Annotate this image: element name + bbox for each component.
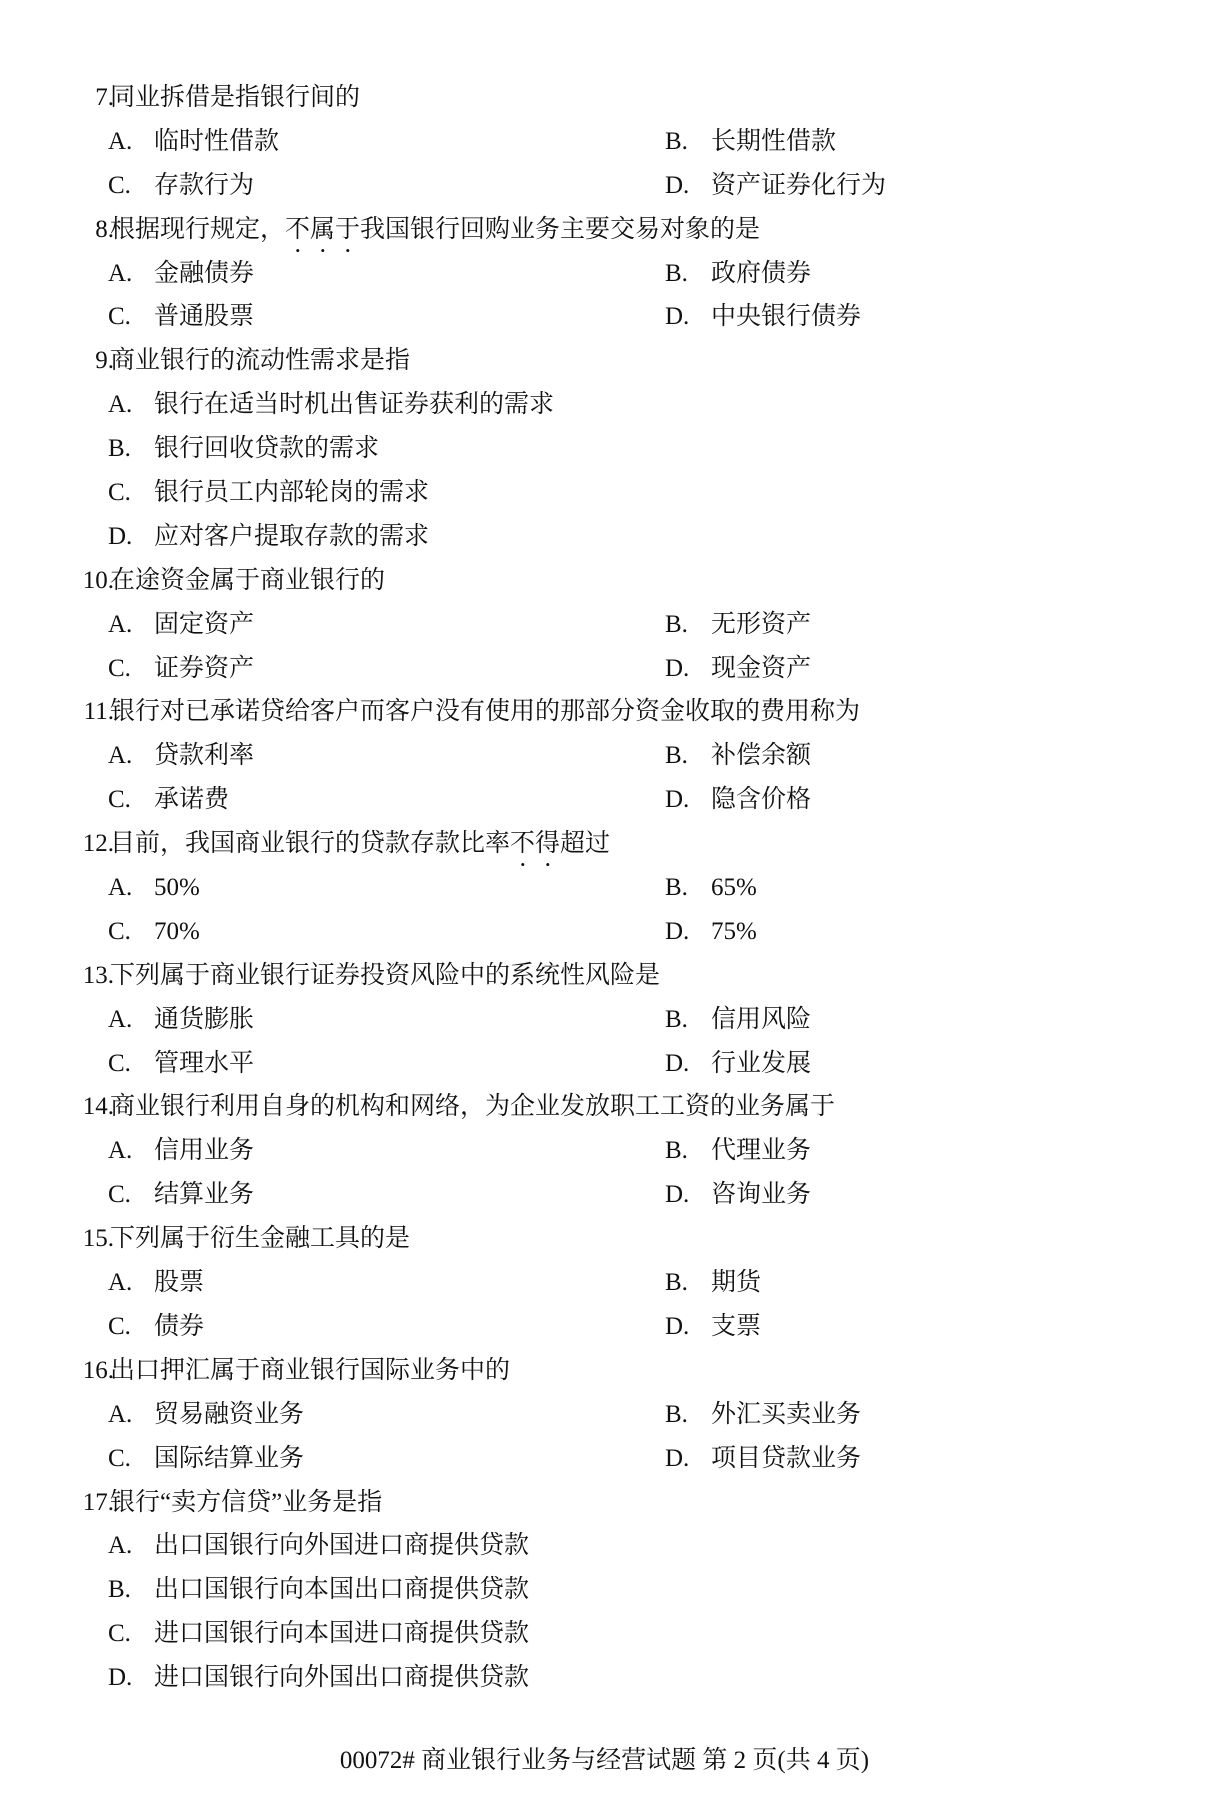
option-text: 股票 <box>154 1269 205 1297</box>
question-stem <box>110 690 860 734</box>
option <box>665 1437 861 1481</box>
option-text: 应对客户提取存款的需求 <box>154 522 430 550</box>
option <box>108 164 254 208</box>
option-label: C. <box>108 1444 131 1472</box>
option-text: 通货膨胀 <box>154 1005 255 1033</box>
option <box>108 252 254 296</box>
option-text: 50% <box>154 874 200 902</box>
option-text: 进口国银行向外国出口商提供贷款 <box>154 1664 530 1692</box>
option <box>665 1305 761 1349</box>
option-label: D. <box>665 917 690 945</box>
option-label: C. <box>108 917 131 945</box>
option-label: C. <box>108 1620 131 1648</box>
option <box>108 471 429 515</box>
option-label: A. <box>108 610 133 638</box>
option-text: 隐含价格 <box>711 786 812 814</box>
stem-text: 目前，我国商业银行的贷款存款比率 <box>110 830 511 858</box>
page-footer: 00072# 商业银行业务与经营试题 第 2 页(共 4 页) <box>339 1747 870 1774</box>
question-stem-line <box>0 690 1209 734</box>
stem-text: 在途资金属于商业银行的 <box>110 566 386 594</box>
option-text: 结算业务 <box>154 1181 255 1209</box>
option-row <box>0 1612 1209 1656</box>
option <box>108 295 254 339</box>
option-text: 债券 <box>154 1312 205 1340</box>
option-label: D. <box>665 1312 690 1340</box>
question-number: 8. <box>95 215 114 243</box>
option <box>665 734 811 778</box>
option-text: 银行回收贷款的需求 <box>154 435 380 463</box>
option-text: 代理业务 <box>711 1137 812 1165</box>
option-label: B. <box>665 1400 688 1428</box>
option-label: A. <box>108 127 133 155</box>
option-text: 外汇买卖业务 <box>711 1400 862 1428</box>
option <box>108 998 254 1042</box>
option-row <box>0 1524 1209 1568</box>
option-label: C. <box>108 171 131 199</box>
option-label: D. <box>665 1444 690 1472</box>
option <box>108 734 254 778</box>
question-stem <box>110 954 660 998</box>
option-text: 金融债券 <box>154 259 255 287</box>
question-number: 7. <box>95 84 114 111</box>
option <box>108 120 279 164</box>
option-label: B. <box>665 1269 688 1297</box>
option <box>108 1305 204 1349</box>
option <box>108 1393 304 1437</box>
option-row <box>0 383 1209 427</box>
question-number: 14. <box>82 1093 114 1121</box>
stem-text: 商业银行利用自身的机构和网络，为企业发放职工工资的业务属于 <box>110 1093 836 1121</box>
option-row <box>0 647 1209 691</box>
option-label: A. <box>108 259 133 287</box>
question-number: 13. <box>82 961 114 989</box>
question-stem <box>110 1481 382 1525</box>
option-text: 资产证券化行为 <box>711 171 887 199</box>
option-row <box>0 1568 1209 1612</box>
stem-text: 我国银行回购业务主要交易对象的是 <box>360 215 761 243</box>
option-text: 期货 <box>711 1269 762 1297</box>
option <box>108 603 254 647</box>
question-stem <box>110 1217 410 1261</box>
question-number: 10. <box>82 566 114 594</box>
question-stem <box>110 76 360 120</box>
stem-text: 下列属于衍生金融工具的是 <box>110 1225 411 1253</box>
option-label: B. <box>665 1005 688 1033</box>
option-label: B. <box>665 127 688 155</box>
option-text: 信用业务 <box>154 1137 255 1165</box>
option-text: 信用风险 <box>711 1005 812 1033</box>
option-text: 75% <box>711 917 757 945</box>
question-stem <box>110 559 385 603</box>
option <box>665 295 861 339</box>
question-stem <box>110 822 610 872</box>
question-stem <box>110 208 760 258</box>
option-row <box>0 295 1209 339</box>
option <box>665 1042 811 1086</box>
option <box>665 647 811 691</box>
question-stem-line <box>0 954 1209 998</box>
option-text: 无形资产 <box>711 610 812 638</box>
option <box>665 1261 761 1305</box>
option-label: C. <box>108 1181 131 1209</box>
option <box>665 778 811 822</box>
option <box>108 1568 529 1612</box>
emphasized-text: 不属于 <box>285 215 361 243</box>
option-row <box>0 1656 1209 1700</box>
option-label: B. <box>665 259 688 287</box>
stem-text: 超过 <box>560 830 611 858</box>
option-label: A. <box>108 1269 133 1297</box>
option-row <box>0 164 1209 208</box>
option <box>108 1656 529 1700</box>
option-text: 固定资产 <box>154 610 255 638</box>
question-stem-line <box>0 208 1209 252</box>
option-text: 支票 <box>711 1312 762 1340</box>
question-stem-line <box>0 1085 1209 1129</box>
option-text: 长期性借款 <box>711 127 837 155</box>
option-label: A. <box>108 1532 133 1560</box>
option <box>108 427 379 471</box>
option-text: 管理水平 <box>154 1049 255 1077</box>
option-label: D. <box>665 786 690 814</box>
option-label: D. <box>108 522 133 550</box>
option-text: 中央银行债券 <box>711 303 862 331</box>
option <box>665 910 757 954</box>
question-number: 16. <box>82 1356 114 1384</box>
option-text: 证券资产 <box>154 654 255 682</box>
question-stem-line <box>0 339 1209 383</box>
option <box>665 1129 811 1173</box>
option <box>665 1393 861 1437</box>
question-number: 12. <box>82 830 114 858</box>
option-text: 补偿余额 <box>711 742 812 770</box>
stem-text: 根据现行规定， <box>110 215 286 243</box>
option <box>108 1437 304 1481</box>
option-row <box>0 998 1209 1042</box>
option <box>108 515 429 559</box>
option-text: 进口国银行向本国进口商提供贷款 <box>154 1620 530 1648</box>
question-number: 17. <box>82 1488 114 1516</box>
option-text: 出口国银行向外国进口商提供贷款 <box>154 1532 530 1560</box>
option <box>108 1524 529 1568</box>
option-label: A. <box>108 742 133 770</box>
option-label: A. <box>108 1005 133 1033</box>
option-label: A. <box>108 874 133 902</box>
option <box>665 998 811 1042</box>
option-row <box>0 734 1209 778</box>
option <box>108 1261 204 1305</box>
option-label: B. <box>665 874 688 902</box>
option-row <box>0 471 1209 515</box>
option-label: C. <box>108 479 131 507</box>
option-row <box>0 1042 1209 1086</box>
option <box>108 1173 254 1217</box>
option-text: 项目贷款业务 <box>711 1444 862 1472</box>
option-text: 出口国银行向本国出口商提供贷款 <box>154 1576 530 1604</box>
question-stem-line <box>0 1481 1209 1525</box>
option <box>108 1042 254 1086</box>
question-stem <box>110 339 410 383</box>
option-label: C. <box>108 1312 131 1340</box>
option-label: B. <box>665 1137 688 1165</box>
option-text: 贸易融资业务 <box>154 1400 305 1428</box>
question-stem-line <box>0 559 1209 603</box>
option-row <box>0 1393 1209 1437</box>
option-label: A. <box>108 1137 133 1165</box>
question-stem-line <box>0 1349 1209 1393</box>
option-label: B. <box>108 1576 131 1604</box>
option-text: 国际结算业务 <box>154 1444 305 1472</box>
question-list <box>0 76 1209 1700</box>
option-label: D. <box>108 1664 133 1692</box>
option <box>665 120 836 164</box>
option <box>665 866 757 910</box>
stem-text: 银行“卖方信贷”业务是指 <box>110 1488 383 1516</box>
question-stem-line <box>0 822 1209 866</box>
option-label: D. <box>665 1049 690 1077</box>
option-label: D. <box>665 654 690 682</box>
option-text: 政府债券 <box>711 259 812 287</box>
option-label: A. <box>108 1400 133 1428</box>
question-stem-line <box>0 1217 1209 1261</box>
stem-text: 同业拆借是指银行间的 <box>110 84 361 111</box>
option <box>108 383 554 427</box>
option-row <box>0 1261 1209 1305</box>
option-label: C. <box>108 786 131 814</box>
option <box>108 1612 529 1656</box>
stem-text: 下列属于商业银行证券投资风险中的系统性风险是 <box>110 961 661 989</box>
option <box>108 910 200 954</box>
option-text: 银行员工内部轮岗的需求 <box>154 479 430 507</box>
option <box>108 647 254 691</box>
option <box>665 1173 811 1217</box>
question-stem <box>110 1349 510 1393</box>
option-text: 承诺费 <box>154 786 230 814</box>
option-label: D. <box>665 1181 690 1209</box>
option-label: B. <box>108 435 131 463</box>
option <box>665 252 811 296</box>
option-label: C. <box>108 303 131 331</box>
question-stem-line <box>0 76 1209 120</box>
stem-text: 商业银行的流动性需求是指 <box>110 347 411 375</box>
option-row <box>0 603 1209 647</box>
option-row <box>0 1173 1209 1217</box>
option-row <box>0 1437 1209 1481</box>
option <box>665 603 811 647</box>
option <box>108 778 229 822</box>
option-row <box>0 252 1209 296</box>
option-text: 临时性借款 <box>154 127 280 155</box>
option-label: D. <box>665 303 690 331</box>
stem-text: 银行对已承诺贷给客户而客户没有使用的那部分资金收取的费用称为 <box>110 698 861 726</box>
option-text: 咨询业务 <box>711 1181 812 1209</box>
option-row <box>0 427 1209 471</box>
option-text: 普通股票 <box>154 303 255 331</box>
option <box>108 1129 254 1173</box>
emphasized-text: 不得 <box>510 830 561 858</box>
question-number: 15. <box>82 1225 114 1253</box>
stem-text: 出口押汇属于商业银行国际业务中的 <box>110 1356 511 1384</box>
option-text: 存款行为 <box>154 171 255 199</box>
question-number: 9. <box>95 347 114 375</box>
option-text: 65% <box>711 874 757 902</box>
question-number: 11. <box>83 698 114 726</box>
option-label: A. <box>108 391 133 419</box>
option-row <box>0 1305 1209 1349</box>
option-label: B. <box>665 742 688 770</box>
option-text: 现金资产 <box>711 654 812 682</box>
option-text: 行业发展 <box>711 1049 812 1077</box>
option-label: D. <box>665 171 690 199</box>
question-stem <box>110 1085 835 1129</box>
option <box>665 164 886 208</box>
option-label: C. <box>108 654 131 682</box>
option-row <box>0 866 1209 910</box>
option-row <box>0 120 1209 164</box>
option-text: 70% <box>154 917 200 945</box>
option-row <box>0 910 1209 954</box>
option-row <box>0 515 1209 559</box>
option-label: B. <box>665 610 688 638</box>
option-row <box>0 778 1209 822</box>
option-label: C. <box>108 1049 131 1077</box>
option-row <box>0 1129 1209 1173</box>
option-text: 贷款利率 <box>154 742 255 770</box>
option-text: 银行在适当时机出售证券获利的需求 <box>154 391 555 419</box>
option <box>108 866 200 910</box>
